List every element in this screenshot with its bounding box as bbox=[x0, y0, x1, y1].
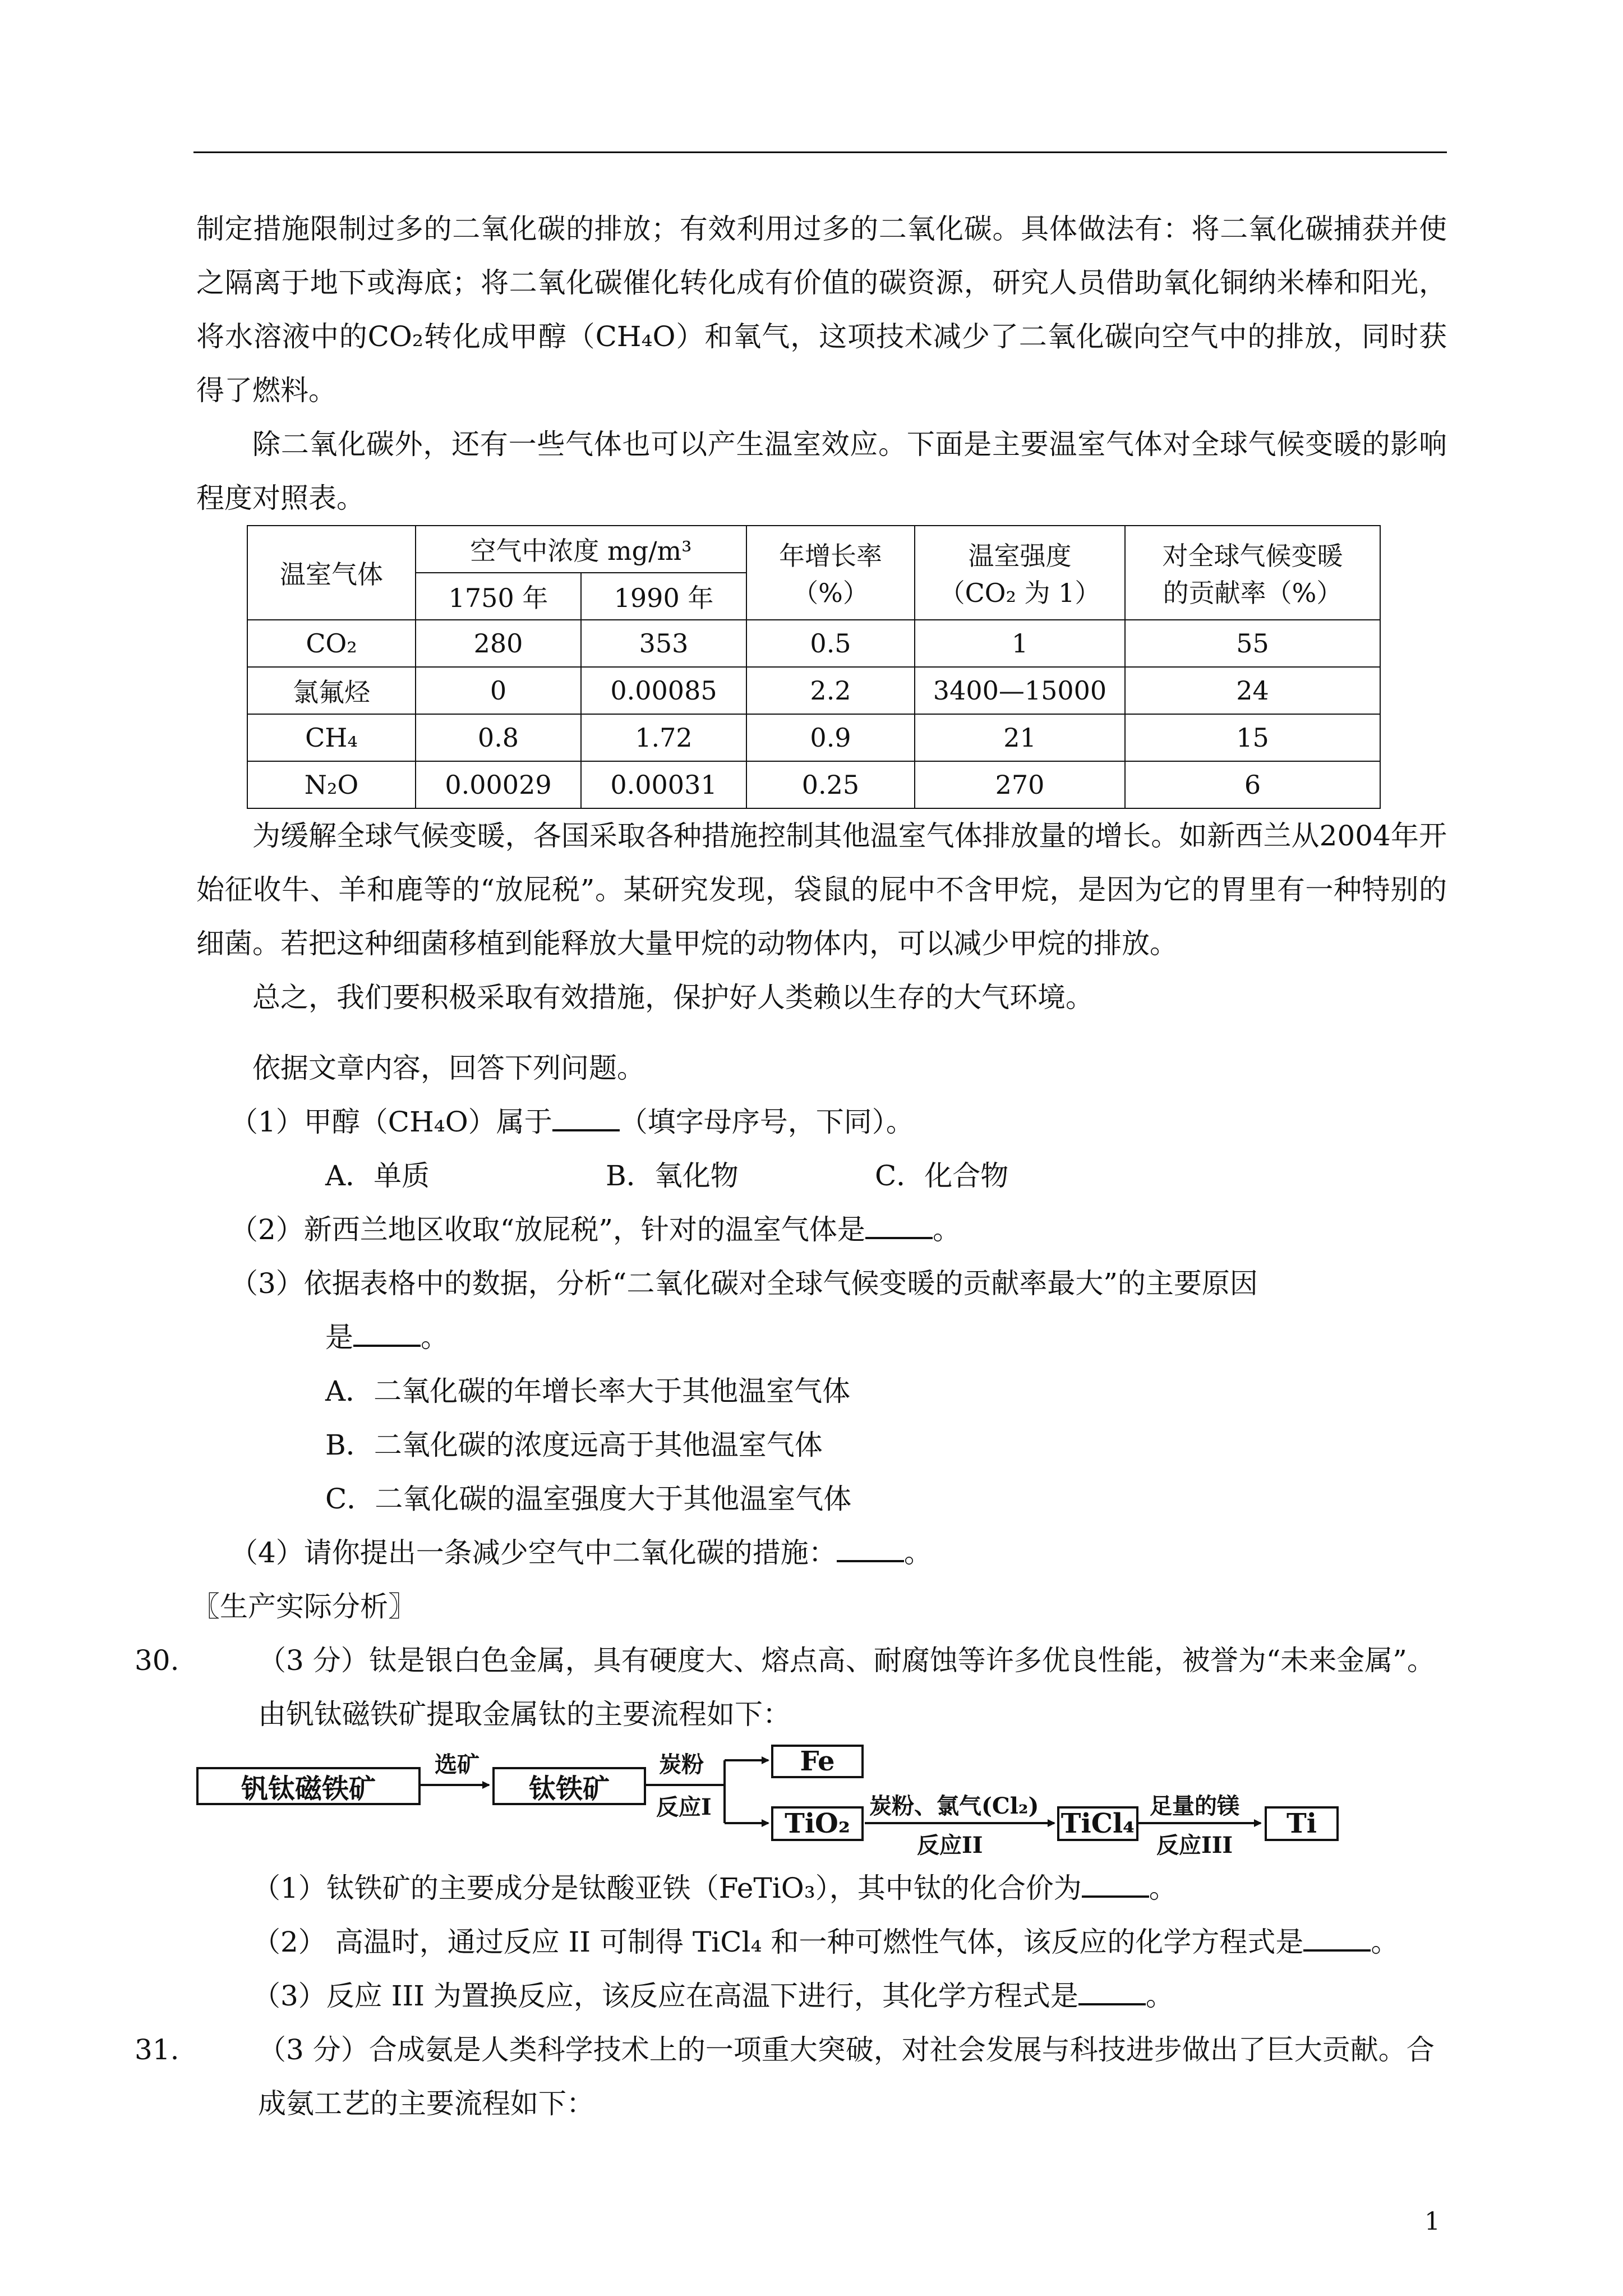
q30-3-text-a: （3）反应 III 为置换反应，该反应在高温下进行，其化学方程式是 bbox=[252, 1980, 1078, 2012]
option-a: A．单质 bbox=[325, 1159, 430, 1192]
q29-3-text-b: 是 bbox=[325, 1321, 353, 1354]
q29-2 bbox=[230, 1203, 1447, 1257]
th-contrib bbox=[1125, 526, 1380, 620]
paragraph-4: 总之，我们要积极采取有效措施，保护好人类赖以生存的大气环境。 bbox=[252, 981, 1094, 1014]
q30-text: （3 分）钛是银白色金属，具有硬度大、熔点高、耐腐蚀等许多优良性能，被誉为“未来金属”。由钒钛磁铁矿提取金属钛的主要流程如下： bbox=[258, 1644, 1435, 1731]
box-tio2: TiO₂ bbox=[771, 1806, 864, 1841]
cell-strength: 21 bbox=[915, 714, 1125, 761]
answer-blank bbox=[353, 1339, 421, 1347]
q29-intro: 依据文章内容，回答下列问题。 bbox=[252, 1052, 645, 1084]
cell-growth: 0.5 bbox=[746, 620, 915, 667]
q30-3 bbox=[252, 1969, 1447, 2023]
q30-2-text-a: （2） 高温时，通过反应 II 可制得 TiCl₄ 和一种可燃性气体，该反应的化学方程式是 bbox=[252, 1926, 1304, 1958]
cell-contrib: 15 bbox=[1125, 714, 1380, 761]
cell-1990: 353 bbox=[581, 620, 746, 667]
cell-1990: 0.00031 bbox=[581, 761, 746, 808]
cell-gas: CH₄ bbox=[247, 714, 416, 761]
th-strength-line1: 温室强度 bbox=[968, 541, 1072, 571]
q31-text: （3 分）合成氨是人类科学技术上的一项重大突破，对社会发展与科技进步做出了巨大贡献。合成氨工艺的主要流程如下： bbox=[258, 2033, 1435, 2120]
q30-2 bbox=[252, 1915, 1447, 1969]
answer-blank bbox=[1082, 1890, 1149, 1898]
box-ilmenite: 钛铁矿 bbox=[492, 1767, 646, 1805]
q29-1-text-a: （1）甲醇（CH₄O）属于 bbox=[230, 1106, 552, 1138]
q29-4 bbox=[230, 1526, 1447, 1580]
q29-3-cont bbox=[325, 1310, 1447, 1364]
cell-contrib: 55 bbox=[1125, 620, 1380, 667]
box-fe: Fe bbox=[771, 1745, 864, 1778]
q29-4-text-b: 。 bbox=[903, 1536, 932, 1569]
table-row bbox=[247, 667, 1380, 714]
q29-4-text-a: （4）请你提出一条减少空气中二氧化碳的措施： bbox=[230, 1536, 837, 1569]
th-growth bbox=[746, 526, 915, 620]
cell-1750: 0 bbox=[416, 667, 581, 714]
q30-3-text-b: 。 bbox=[1145, 1980, 1174, 2012]
arrow-label-carbon-chlorine: 炭粉、氯气(Cl₂) bbox=[869, 1793, 1039, 1819]
q31-number: 31. bbox=[135, 2033, 179, 2066]
q30-1-text-a: （1）钛铁矿的主要成分是钛酸亚铁（FeTiO₃），其中钛的化合价为 bbox=[252, 1872, 1082, 1904]
cell-growth: 0.9 bbox=[746, 714, 915, 761]
table-row bbox=[247, 714, 1380, 761]
th-strength-line2: （CO₂ 为 1） bbox=[939, 578, 1101, 608]
arrow-label-magnesium: 足量的镁 bbox=[1150, 1793, 1239, 1819]
arrow-label-ore-dressing: 选矿 bbox=[435, 1751, 479, 1778]
titanium-flow-diagram bbox=[196, 1745, 1447, 1858]
answer-blank bbox=[865, 1231, 933, 1239]
q29-1-options bbox=[325, 1149, 1447, 1203]
q30-1 bbox=[252, 1861, 1447, 1915]
cell-1990: 0.00085 bbox=[581, 667, 746, 714]
greenhouse-gas-table bbox=[247, 525, 1381, 809]
q29-3-option-a: A．二氧化碳的年增长率大于其他温室气体 bbox=[325, 1375, 851, 1407]
th-contrib-line1: 对全球气候变暖 bbox=[1162, 541, 1343, 571]
answer-blank bbox=[1303, 1944, 1371, 1952]
page-number: 1 bbox=[1424, 2207, 1440, 2236]
cell-gas: N₂O bbox=[247, 761, 416, 808]
paragraph-3: 为缓解全球气候变暖，各国采取各种措施控制其他温室气体排放量的增长。如新西兰从2004年开始征收牛、羊和鹿等的“放屁税”。某研究发现，袋鼠的屁中不含甲烷，是因为它的胃里有一种特别的细菌。若把这种细菌移植到能释放大量甲烷的动物体内，可以减少甲烷的排放。 bbox=[196, 820, 1447, 960]
table-row bbox=[247, 620, 1380, 667]
cell-contrib: 6 bbox=[1125, 761, 1380, 808]
q31-stem bbox=[135, 2023, 1447, 2131]
th-conc: 空气中浓度 mg/m³ bbox=[416, 526, 746, 573]
th-growth-line2: （%） bbox=[792, 578, 869, 608]
th-strength bbox=[915, 526, 1125, 620]
cell-gas: CO₂ bbox=[247, 620, 416, 667]
option-b: B．氧化物 bbox=[606, 1159, 739, 1192]
q29-2-text-a: （2）新西兰地区收取“放屁税”，针对的温室气体是 bbox=[230, 1213, 865, 1246]
table-row bbox=[247, 761, 1380, 808]
q29-3-option-b: B．二氧化碳的浓度远高于其他温室气体 bbox=[325, 1429, 823, 1461]
cell-1990: 1.72 bbox=[581, 714, 746, 761]
header-rule bbox=[193, 151, 1447, 153]
cell-contrib: 24 bbox=[1125, 667, 1380, 714]
cell-growth: 2.2 bbox=[746, 667, 915, 714]
box-ticl4: TiCl₄ bbox=[1057, 1806, 1138, 1841]
q29-1 bbox=[230, 1095, 1447, 1149]
cell-strength: 270 bbox=[915, 761, 1125, 808]
cell-strength: 3400—15000 bbox=[915, 667, 1125, 714]
arrow-label-carbon-1: 炭粉 bbox=[659, 1751, 704, 1778]
box-ti: Ti bbox=[1265, 1806, 1339, 1841]
cell-1750: 0.00029 bbox=[416, 761, 581, 808]
q29-2-text-b: 。 bbox=[932, 1213, 961, 1246]
th-contrib-line2: 的贡献率（%） bbox=[1163, 578, 1343, 608]
th-1750: 1750 年 bbox=[416, 573, 581, 620]
arrow-label-reaction-1: 反应I bbox=[656, 1794, 712, 1820]
answer-blank bbox=[1078, 1998, 1146, 2005]
answer-blank bbox=[837, 1554, 904, 1562]
q29-1-text-b: （填字母序号，下同）。 bbox=[619, 1106, 914, 1138]
th-growth-line1: 年增长率 bbox=[779, 541, 882, 571]
q30-number: 30. bbox=[135, 1644, 179, 1677]
cell-1750: 0.8 bbox=[416, 714, 581, 761]
box-vanadium-titanium-magnetite: 钒钛磁铁矿 bbox=[196, 1767, 421, 1805]
section-title: 〖生产实际分析〗 bbox=[192, 1590, 416, 1623]
cell-gas: 氯氟烃 bbox=[247, 667, 416, 714]
cell-strength: 1 bbox=[915, 620, 1125, 667]
q29-3-option-c: C．二氧化碳的温室强度大于其他温室气体 bbox=[325, 1483, 852, 1515]
paragraph-1: 制定措施限制过多的二氧化碳的排放；有效利用过多的二氧化碳。具体做法有：将二氧化碳捕获并使之隔离于地下或海底；将二氧化碳催化转化成有价值的碳资源，研究人员借助氧化铜纳米棒和阳光，将水溶液中的CO₂转化成甲醇（CH₄O）和氧气，这项技术减少了二氧化碳向空气中的排放，同时获得了燃料。 bbox=[196, 213, 1447, 407]
paragraph-2: 除二氧化碳外，还有一些气体也可以产生温室效应。下面是主要温室气体对全球气候变暖的影响程度对照表。 bbox=[196, 428, 1447, 514]
q30-stem bbox=[135, 1634, 1447, 1741]
content bbox=[135, 202, 1447, 2131]
cell-growth: 0.25 bbox=[746, 761, 915, 808]
option-c: C．化合物 bbox=[875, 1159, 1009, 1192]
answer-blank bbox=[552, 1124, 620, 1131]
q29-3: （3）依据表格中的数据，分析“二氧化碳对全球气候变暖的贡献率最大”的主要原因 bbox=[230, 1267, 1258, 1300]
arrow-label-reaction-2: 反应II bbox=[917, 1832, 983, 1858]
q30-2-text-b: 。 bbox=[1371, 1926, 1399, 1958]
q30-1-text-b: 。 bbox=[1149, 1872, 1177, 1904]
th-1990: 1990 年 bbox=[581, 573, 746, 620]
cell-1750: 280 bbox=[416, 620, 581, 667]
q29-3-text-c: 。 bbox=[421, 1321, 449, 1354]
arrow-label-reaction-3: 反应III bbox=[1156, 1832, 1233, 1858]
th-gas: 温室气体 bbox=[247, 526, 416, 620]
